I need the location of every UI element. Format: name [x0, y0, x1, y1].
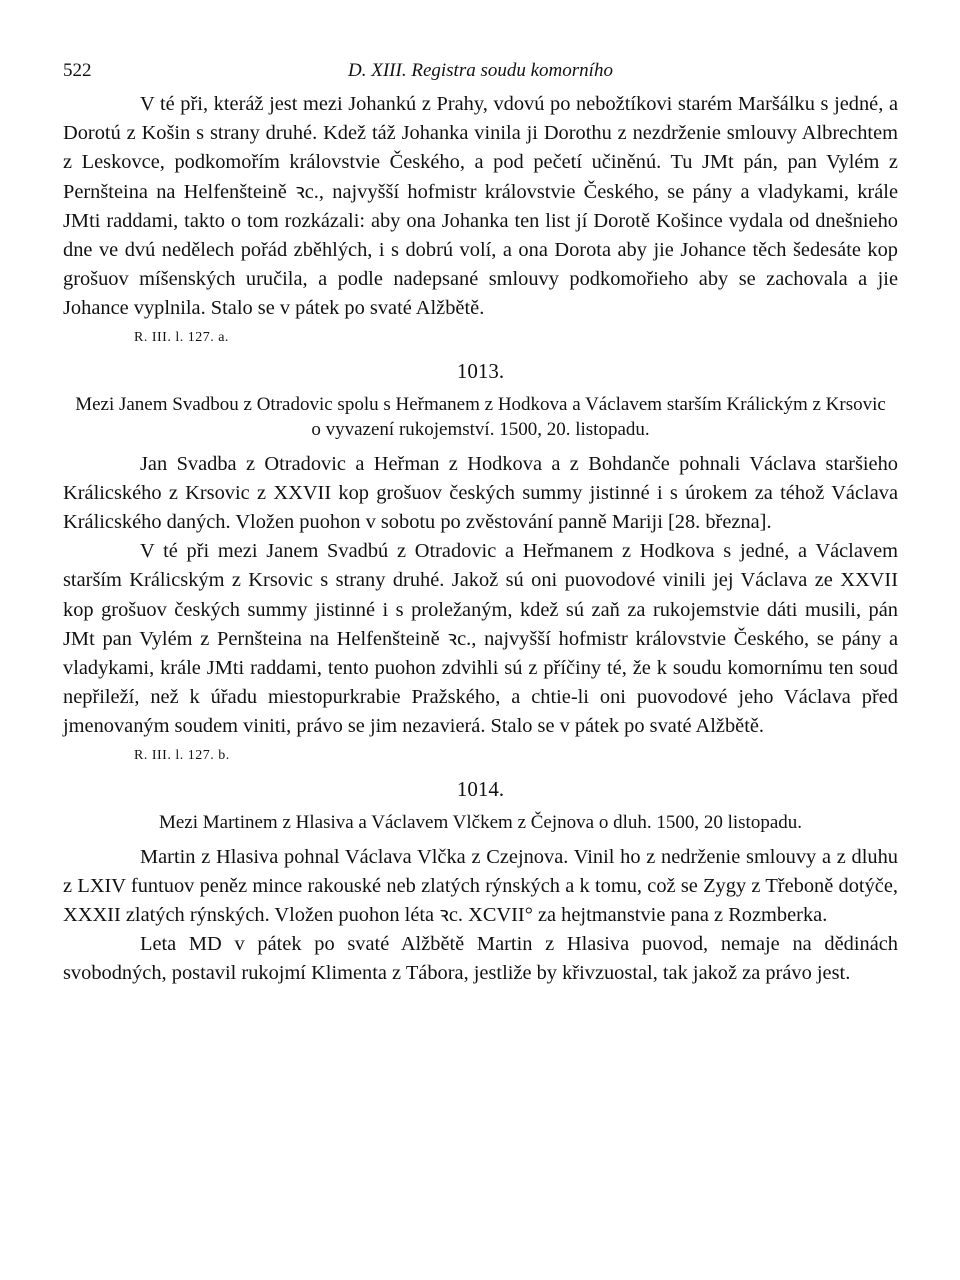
entry-1014-paragraph-2: Leta MD v pátek po svaté Alžbětě Martin z Hlasiva puovod, nemaje na dědinách svobodných, postavil rukojmí Klimenta z Tábora, jestliže by křivzuostal, tak jakož za právo jest. — [63, 933, 898, 985]
running-title: D. XIII. Registra soudu komorního — [348, 60, 613, 81]
entry-1013-summary: Mezi Janem Svadbou z Otradovic spolu s Heřmanem z Hodkova a Václavem starším Králickým z Krsovic o vyvazení rukojemství. 1500, 20. listopadu. — [75, 393, 886, 440]
page-number: 522 — [63, 60, 92, 81]
page-body — [63, 90, 898, 989]
entry-1014-number: 1014. — [456, 776, 505, 801]
entry-1012-reference: R. III. l. 127. a. — [134, 329, 229, 345]
entry-1013-paragraph-1: Jan Svadba z Otradovic a Heřman z Hodkova a z Bohdanče pohnali Václava staršieho Králicského z Krsovic z XXVII kop grošuov českých summy jistinné i s úrokem za téhož Václava Králicského daných. Vložen puohon v sobotu po zvěstování panně Mariji [28. března]. — [63, 452, 898, 534]
entry-1013-number: 1013. — [456, 358, 505, 383]
entry-1012-paragraph: V té při, kteráž jest mezi Johankú z Prahy, vdovú po nebožtíkovi starém Maršálku s jedné, a Dorotú z Košin s strany druhé. Kdež táž Johanka vinila ji Dorothu z nezdrženie smlouvy Albrechtem z Leskovce, podkomořím královstvie Českého, a pod pečetí učiněnú. Tu JMt pán, pan Vylém z Pernšteina na Helfenšteině ꝛc., najvyšší hofmistr královstvie Českého, se pány a vladykami, krále JMti raddami, takto o tom rozkázali: aby ona Johanka ten list jí Dorotě Košince vydala od dnešnieho dne ve dvú nedělech pořád zběhlých, i s dobrú volí, a ona Dorota aby jie Johance těch šedesáte kop grošuov míšenských uručila, a podle nadepsané smlouvy podkomořieho aby se zachovala a jie Johance vyplnila. Stalo se v pátek po svaté Alžbětě. — [63, 93, 898, 320]
running-head — [63, 58, 898, 90]
entry-1013-reference: R. III. l. 127. b. — [134, 747, 230, 763]
entry-1013-paragraph-2: V té při mezi Janem Svadbú z Otradovic a Heřmanem z Hodkova s jedné, a Václavem starším Králicským z Krsovic s strany druhé. Jakož sú oni puovodové vinili jej Václava ze XXVII kop grošuov českých summy jistinné i s proležaným, kdež sú zaň za rukojemstvie dáti musili, pán JMt pan Vylém z Pernšteina na Helfenšteině ꝛc., najvyšší hofmistr královstvie Českého, se pány a vladykami, krále JMti raddami, tento puohon zdvihli sú z příčiny té, že k soudu komornímu ten soud nepřileží, než k úřadu miestopurkrabie Pražského, a chtie-li oni puovodové jeho Václava před jmenovaným soudem viniti, právo se jim nezavierá. Stalo se v pátek po svaté Alžbětě. — [63, 540, 898, 738]
entry-1014-summary: Mezi Martinem z Hlasiva a Václavem Vlčkem z Čejnova o dluh. 1500, 20 listopadu. — [158, 811, 803, 833]
entry-1014-paragraph-1: Martin z Hlasiva pohnal Václava Vlčka z Czejnova. Vinil ho z nedrženie smlouvy a z dluhu z LXIV funtuov peněz mince rakouské neb zlatých rýnských a k tomu, což se Zygy z Třeboně dotýče, XXXII zlatých rýnských. Vložen puohon léta ꝛc. XCVII° za hejtmanstvie pana z Rozmberka. — [63, 845, 898, 927]
